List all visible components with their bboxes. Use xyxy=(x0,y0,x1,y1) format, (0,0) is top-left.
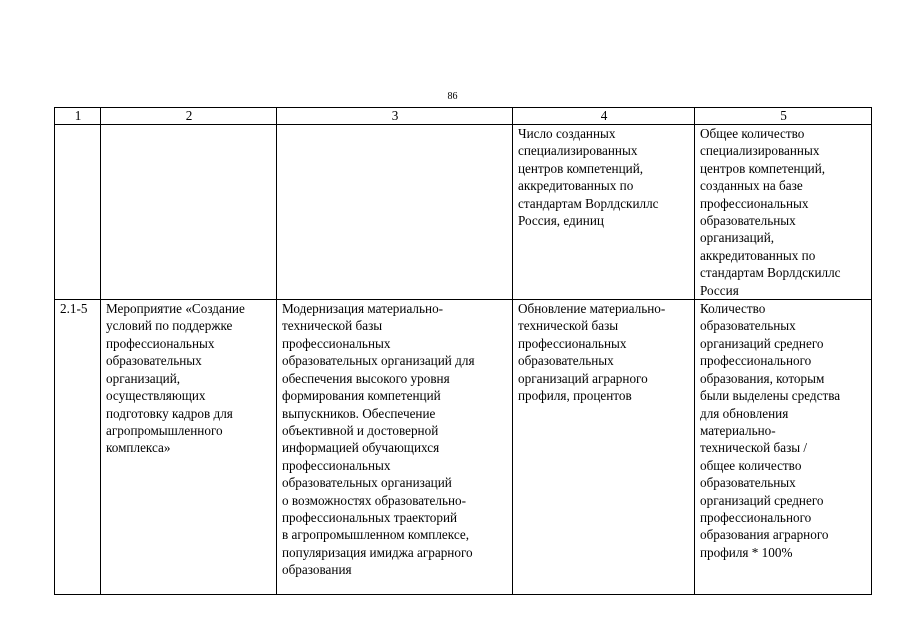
table-cell-indicator: Обновление материально- технической базы профессиональных образовательных организаций аграрного профиля, процентов xyxy=(513,300,695,595)
table-cell-code xyxy=(55,125,101,300)
column-header-3: 3 xyxy=(277,108,513,125)
column-header-1: 1 xyxy=(55,108,101,125)
table-row xyxy=(55,125,872,300)
column-header-4: 4 xyxy=(513,108,695,125)
table-cell-code: 2.1-5 xyxy=(55,300,101,595)
page-number: 86 xyxy=(447,91,458,102)
column-header-2: 2 xyxy=(101,108,277,125)
table-cell-indicator: Число созданных специализированных центров компетенций, аккредитованных по стандартам Ворлдскиллс Россия, единиц xyxy=(513,125,695,300)
table-cell-calculation: Общее количество специализированных центров компетенций, созданных на базе профессиональных образовательных организаций, аккредитованных по стандартам Ворлдскиллс Россия xyxy=(695,125,872,300)
indicators-table xyxy=(54,107,872,595)
table-cell-measure: Мероприятие «Создание условий по поддержке профессиональных образовательных организаций, осуществляющих подготовку кадров для агропромышленного комплекса» xyxy=(101,300,277,595)
table-row xyxy=(55,300,872,595)
table-cell-description xyxy=(277,125,513,300)
column-header-5: 5 xyxy=(695,108,872,125)
table-header-row xyxy=(55,108,872,125)
table-cell-measure xyxy=(101,125,277,300)
table-cell-calculation: Количество образовательных организаций среднего профессионального образования, которым были выделены средства для обновления материально- технической базы / общее количество образовательных организаций среднего профессионального образования аграрного профиля * 100% xyxy=(695,300,872,595)
table-cell-description: Модернизация материально- технической базы профессиональных образовательных организаций для обеспечения высокого уровня формирования компетенций выпускников. Обеспечение объективной и достоверной информацией обучающихся профессиональных образовательных организаций о возможностях образовательно- профессиональных траекторий в агропромышленном комплексе, популяризация имиджа аграрного образования xyxy=(277,300,513,595)
